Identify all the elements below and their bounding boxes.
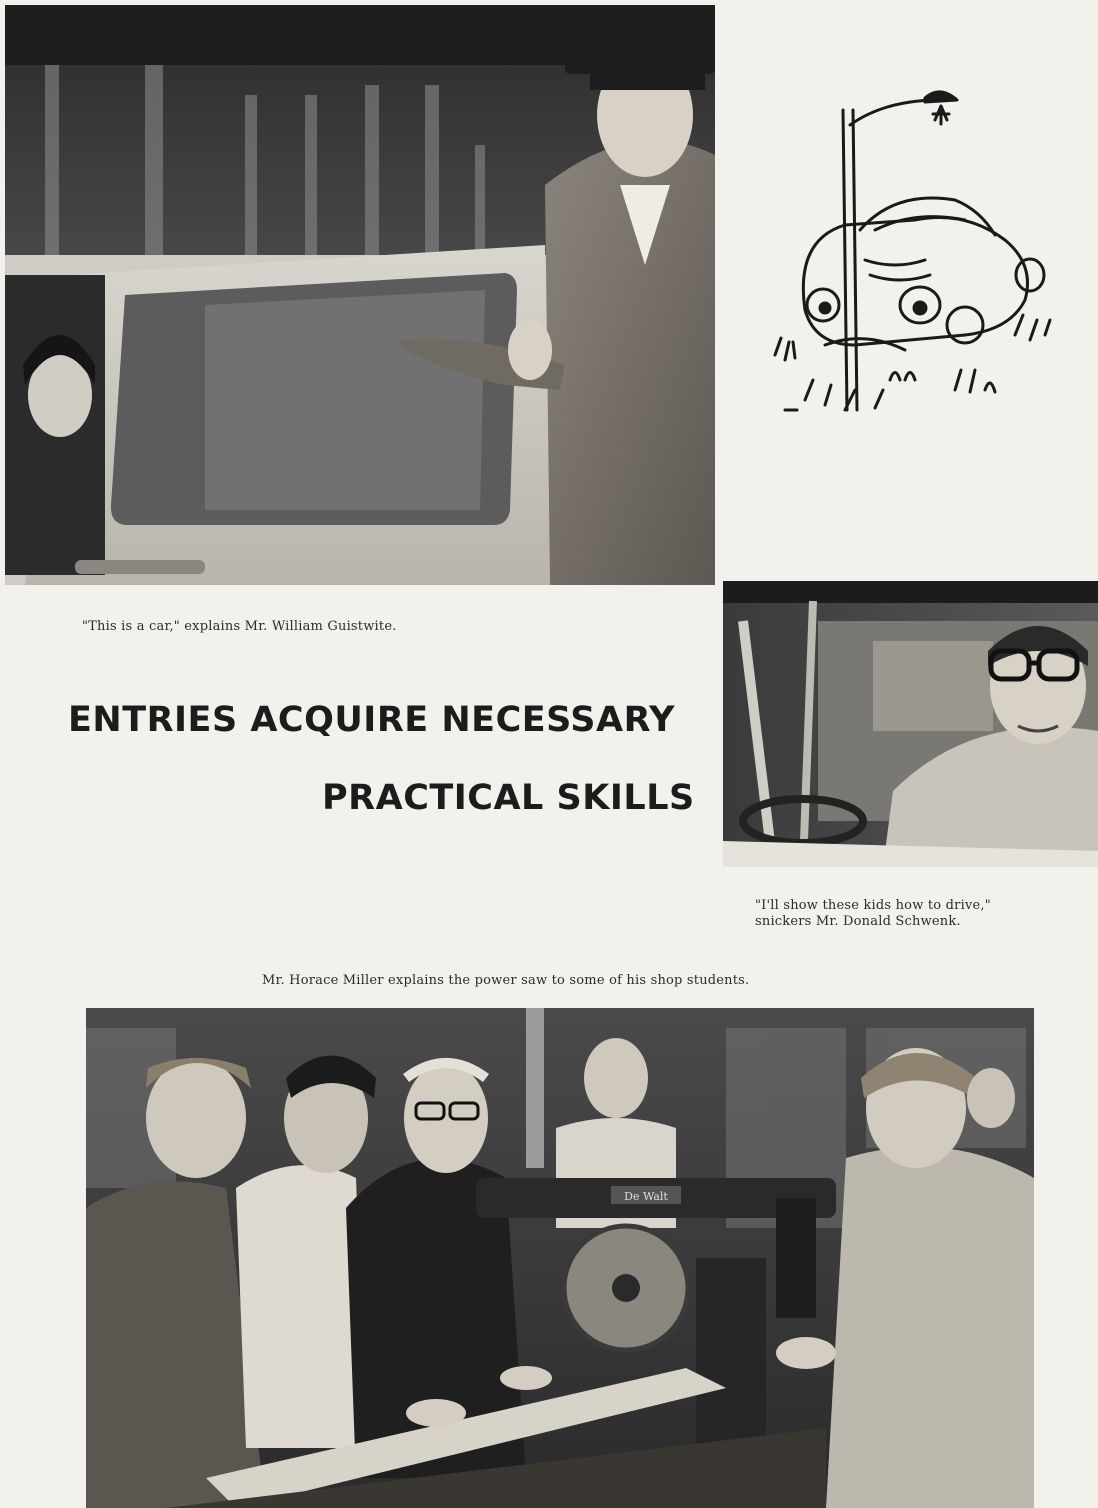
car-teacher-caption: "This is a car," explains Mr. William Guistwite. [82,619,397,634]
driver-photo-illustration [723,581,1098,867]
saw-brand-label: De Walt [624,1190,668,1203]
shop-class-photo-illustration [86,1008,1034,1508]
headline-line-1: ENTRIES ACQUIRE NECESSARY [68,700,675,740]
car-door-photo-illustration [5,5,715,585]
shop-caption: Mr. Horace Miller explains the power saw to some of his shop students. [262,973,750,988]
shop-class-photo [86,1008,1034,1508]
crashed-car-cartoon [765,80,1065,450]
headline-line-2: PRACTICAL SKILLS [322,778,695,818]
crashed-car-cartoon-drawing [765,80,1065,450]
car-door-photo [5,5,715,585]
driver-caption-line-1: "I'll show these kids how to drive," [755,898,991,913]
driver-photo [723,581,1098,867]
driver-caption-line-2: snickers Mr. Donald Schwenk. [755,914,961,929]
